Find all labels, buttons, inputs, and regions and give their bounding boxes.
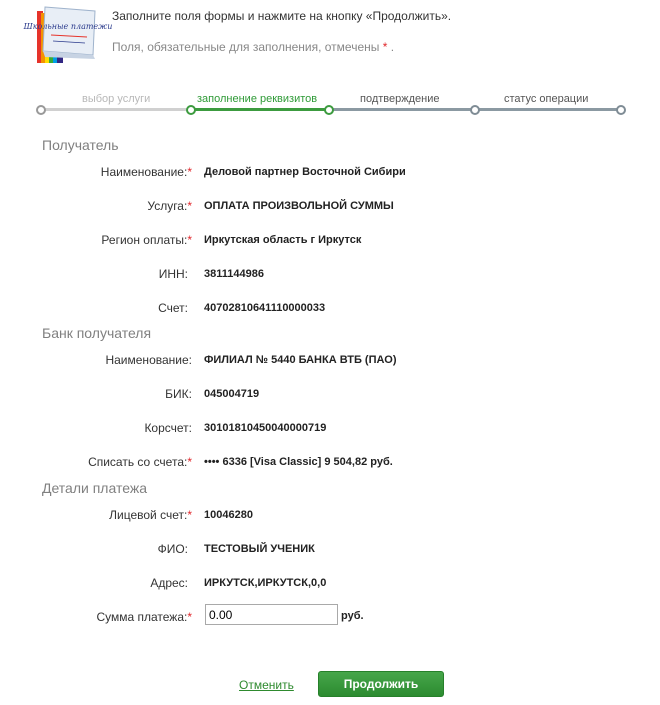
form-instruction: Заполните поля формы и нажмите на кнопку «Продолжить». [112, 9, 452, 23]
amount-input[interactable] [205, 604, 338, 625]
section-payment-details: Детали платежа [42, 480, 147, 496]
inn-value: 3811144986 [204, 268, 264, 280]
full-name-label: ФИО: [157, 542, 188, 556]
address-label: Адрес: [150, 576, 188, 590]
payment-region-label: Регион оплаты:* [101, 233, 192, 247]
service-value: ОПЛАТА ПРОИЗВОЛЬНОЙ СУММЫ [204, 200, 394, 212]
amount-label: Сумма платежа:* [96, 610, 192, 624]
amount-currency: руб. [341, 610, 364, 622]
corr-account-label: Корсчет: [144, 421, 192, 435]
full-name-value: ТЕСТОВЫЙ УЧЕНИК [204, 543, 315, 555]
bank-name-label: Наименование: [105, 353, 192, 367]
logo-text: Школьные платежи [23, 22, 113, 31]
step-track-done [40, 108, 190, 111]
step-dot-3 [324, 105, 334, 115]
school-payments-logo [23, 7, 113, 65]
personal-account-value: 10046280 [204, 509, 253, 521]
account-label: Счет: [158, 301, 188, 315]
step-dot-2 [186, 105, 196, 115]
required-mark: * [382, 40, 388, 54]
section-recipient: Получатель [42, 137, 119, 153]
continue-button[interactable]: Продолжить [318, 671, 444, 697]
step-dot-5 [616, 105, 626, 115]
inn-label: ИНН: [158, 267, 188, 281]
step-track-active [190, 108, 328, 111]
address-value: ИРКУТСК,ИРКУТСК,0,0 [204, 577, 327, 589]
corr-account-value: 30101810450040000719 [204, 422, 327, 434]
required-note-end: . [390, 40, 395, 54]
bik-label: БИК: [165, 387, 192, 401]
step-dot-4 [470, 105, 480, 115]
bank-name-value: ФИЛИАЛ № 5440 БАНКА ВТБ (ПАО) [204, 354, 397, 366]
recipient-name-label: Наименование:* [100, 165, 192, 179]
step-operation-status: статус операции [504, 93, 589, 105]
step-fill-details: заполнение реквизитов [197, 93, 318, 105]
account-value: 40702810641110000033 [204, 302, 326, 314]
step-select-service: выбор услуги [82, 93, 151, 105]
debit-account-label: Списать со счета:* [88, 455, 192, 469]
step-confirmation: подтверждение [360, 93, 440, 105]
bik-value: 045004719 [204, 388, 260, 400]
required-fields-note [112, 40, 394, 54]
personal-account-label: Лицевой счет:* [109, 508, 192, 522]
service-label: Услуга:* [147, 199, 192, 213]
debit-account-value: •••• 6336 [Visa Classic] 9 504,82 руб. [204, 456, 393, 468]
section-bank: Банк получателя [42, 325, 152, 341]
payment-region-value: Иркутская область г Иркутск [204, 234, 362, 246]
cancel-link[interactable]: Отменить [239, 678, 294, 692]
required-note-text: Поля, обязательные для заполнения, отмечены [112, 40, 380, 54]
progress-steps [36, 90, 628, 120]
recipient-name-value: Деловой партнер Восточной Сибири [204, 166, 406, 178]
step-dot-1 [36, 105, 46, 115]
